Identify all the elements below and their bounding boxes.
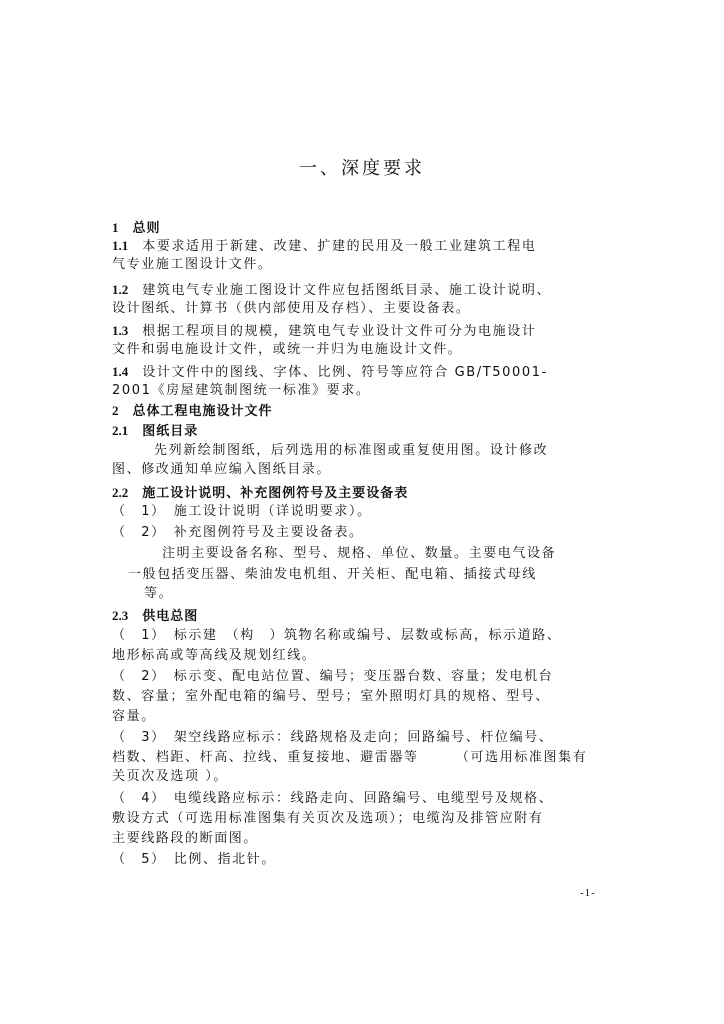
page-number: -1- (580, 887, 596, 899)
para-2-1-line-1: 先列新绘制图纸，后列选用的标准图或重复使用图。设计修改 (154, 443, 549, 458)
para-1-1-number: 1.1 (112, 238, 129, 253)
para-2-3-item-2-line-3: 容量。 (112, 709, 156, 724)
section-2-3-number: 2.3 (112, 608, 129, 623)
para-2-1-line-2: 图、修改通知单应编入图纸目录。 (112, 462, 332, 477)
para-1-2-text-1: 建筑电气专业施工图设计文件应包括图纸目录、施工设计说明、 (142, 283, 552, 298)
para-2-3-item-3-line-3: 关页次及选项 ）。 (112, 769, 229, 784)
para-1-4-line-1 (112, 363, 548, 382)
para-2-2-note-3: 等。 (144, 586, 174, 601)
para-2-3-item-4-line-1: （ 4） 电缆线路应标示：线路走向、回路编号、电缆型号及规格、 (112, 791, 554, 806)
section-2-2-number: 2.2 (112, 485, 129, 500)
para-1-2-number: 1.2 (112, 282, 129, 297)
section-2-1-number: 2.1 (112, 423, 129, 438)
para-1-3-line-1 (112, 322, 536, 341)
para-1-4-text-1: 设计文件中的图线、字体、比例、符号等应符合 GB/T50001- (142, 365, 548, 380)
para-1-2-line-2: 设计图纸、计算书（供内部使用及存档）、主要设备表。 (112, 301, 471, 316)
section-1-title: 总则 (132, 221, 161, 236)
section-2-3-heading (112, 607, 198, 626)
section-2-2-title: 施工设计说明、补充图例符号及主要设备表 (142, 486, 409, 501)
section-1-heading (112, 219, 161, 238)
para-2-3-item-4-line-2: 敷设方式（可选用标准图集有关页次及选项）；电缆沟及排管应附有 (112, 811, 544, 826)
para-1-1-line-1 (112, 237, 536, 256)
para-2-3-item-3-line-1: （ 3） 架空线路应标示：线路规格及走向；回路编号、杆位编号、 (112, 730, 554, 745)
page-title: 一、深度要求 (299, 158, 425, 179)
para-2-3-item-5: （ 5） 比例、指北针。 (112, 852, 276, 867)
para-1-3-number: 1.3 (112, 323, 129, 338)
para-1-2-line-1 (112, 281, 551, 300)
section-2-2-heading (112, 484, 408, 503)
para-2-2-item-1: （ 1） 施工设计说明（详说明要求）。 (112, 504, 372, 519)
para-2-3-item-1-line-2: 地形标高或等高线及规划红线。 (112, 648, 317, 663)
para-1-3-text-1: 根据工程项目的规模，建筑电气专业设计文件可分为电施设计 (142, 324, 537, 339)
para-2-3-item-1-line-1: （ 1） 标示建 （构 ）筑物名称或编号、层数或标高，标示道路、 (112, 628, 562, 643)
para-2-2-item-2: （ 2） 补充图例符号及主要设备表。 (112, 525, 364, 540)
para-1-4-line-2: 2001《房屋建筑制图统一标准》要求。 (112, 383, 371, 398)
para-2-3-item-3-line-2: 档数、档距、杆高、拉线、重复接地、避雷器等 （可选用标准图集有 (112, 750, 588, 765)
para-1-1-line-2: 气专业施工图设计文件。 (112, 257, 273, 272)
section-1-number: 1 (112, 220, 119, 235)
section-2-1-heading (112, 422, 198, 441)
section-2-title: 总体工程电施设计文件 (132, 404, 273, 419)
section-2-3-title: 供电总图 (142, 609, 199, 624)
para-1-1-text-1: 本要求适用于新建、改建、扩建的民用及一般工业建筑工程电 (142, 239, 537, 254)
para-1-4-number: 1.4 (112, 364, 129, 379)
section-2-number: 2 (112, 403, 119, 418)
section-2-1-title: 图纸目录 (142, 424, 199, 439)
para-2-3-item-2-line-1: （ 2） 标示变、配电站位置、编号；变压器台数、容量；发电机台 (112, 669, 554, 684)
para-2-2-note-1: 注明主要设备名称、型号、规格、单位、数量。主要电气设备 (162, 546, 557, 561)
section-2-heading (112, 402, 273, 421)
para-2-3-item-2-line-2: 数、容量；室外配电箱的编号、型号；室外照明灯具的规格、型号、 (112, 689, 551, 704)
para-2-2-note-2: 一般包括变压器、柴油发电机组、开关柜、配电箱、插接式母线 (128, 567, 537, 582)
para-1-3-line-2: 文件和弱电施设计文件，或统一并归为电施设计文件。 (112, 342, 463, 357)
para-2-3-item-4-line-3: 主要线路段的断面图。 (112, 831, 259, 846)
